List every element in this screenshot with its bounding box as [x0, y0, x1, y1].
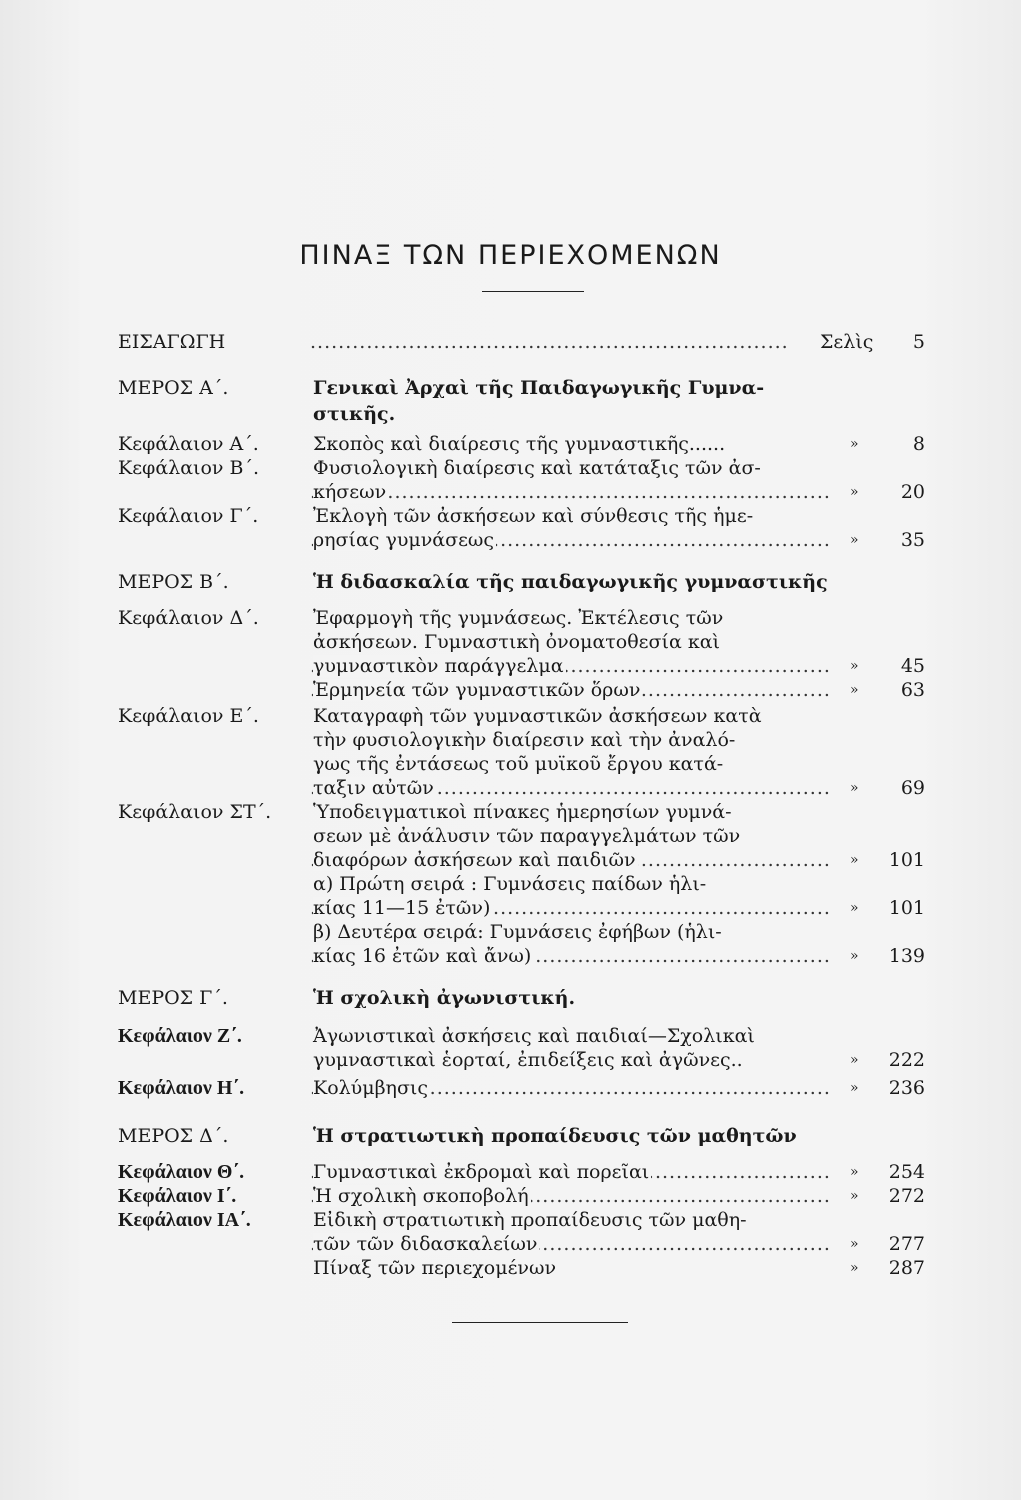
part-title: Ἡ στρατιωτικὴ προπαίδευσις τῶν μαθητῶν	[313, 1125, 797, 1147]
chapter-row-continued	[0, 728, 1021, 752]
page-number: 69	[900, 777, 925, 799]
chapter-title: Ὑποδειγματικοὶ πίνακες ἡμερησίων γυμνά-	[313, 801, 732, 823]
chapter-title: Γυμναστικαὶ ἐκδρομαὶ καὶ πορεῖαι	[313, 1161, 650, 1183]
chapter-title: Σκοπὸς καὶ διαίρεσις τῆς γυμναστικῆς......	[313, 433, 726, 455]
final-entry-row	[0, 1256, 1021, 1280]
chapter-row	[0, 800, 1021, 824]
chapter-title: ταξιν αὐτῶν	[313, 777, 434, 799]
chapter-title: γως τῆς ἐντάσεως τοῦ μυϊκοῦ ἔργου κατά-	[313, 753, 724, 775]
sub-entry-title: κίας 16 ἐτῶν καὶ ἄνω)	[313, 945, 532, 967]
chapter-row-continued	[0, 1232, 1021, 1256]
chapter-row-continued	[0, 654, 1021, 678]
sub-entry-row	[0, 872, 1021, 896]
chapter-label: Κεφάλαιον Θ΄.	[118, 1161, 245, 1183]
part-title: Ἡ διδασκαλία τῆς παιδαγωγικῆς γυμναστικῆς	[313, 571, 828, 593]
page-number: 5	[912, 331, 925, 353]
page-number: 8	[912, 433, 925, 455]
sub-entry-title: α) Πρώτη σειρά : Γυμνάσεις παίδων ἡλι-	[313, 873, 707, 895]
chapter-row	[0, 456, 1021, 480]
sub-entry-title: β) Δευτέρα σειρά: Γυμνάσεις ἐφήβων (ἡλι-	[313, 921, 722, 943]
chapter-title: Ἡ σχολικὴ σκοποβολή	[313, 1185, 529, 1207]
ditto-mark: »	[850, 948, 859, 964]
sub-entry-row-continued	[0, 896, 1021, 920]
page-number: 272	[888, 1185, 925, 1207]
chapter-row	[0, 606, 1021, 630]
chapter-label: Κεφάλαιον Γ΄.	[118, 505, 259, 527]
chapter-title: γυμναστικαὶ ἑορταί, ἐπιδείξεις καὶ ἀγῶνες..	[313, 1049, 743, 1071]
ditto-mark: »	[850, 1260, 859, 1276]
part-heading	[0, 570, 1021, 594]
chapter-row	[0, 1076, 1021, 1100]
chapter-title: κήσεων	[313, 481, 387, 503]
sub-entry-title: Ἑρμηνεία τῶν γυμναστικῶν ὅρων	[313, 679, 641, 701]
chapter-label: Κεφάλαιον Β΄.	[118, 457, 260, 479]
part-label: ΜΕΡΟΣ Γ΄.	[118, 987, 228, 1009]
ditto-mark: »	[850, 682, 859, 698]
chapter-row	[0, 1024, 1021, 1048]
sub-entry-row	[0, 920, 1021, 944]
chapter-row-continued	[0, 776, 1021, 800]
part-title: Ἡ σχολικὴ ἀγωνιστική.	[313, 987, 576, 1009]
part-title-continued	[0, 402, 1021, 426]
chapter-row	[0, 504, 1021, 528]
chapter-row-continued	[0, 752, 1021, 776]
chapter-row-continued	[0, 824, 1021, 848]
page-number: 277	[888, 1233, 925, 1255]
ditto-mark: »	[850, 532, 859, 548]
part-heading	[0, 376, 1021, 400]
ditto-mark: »	[850, 1188, 859, 1204]
chapter-title: τὴν φυσιολογικὴν διαίρεσιν καὶ τὴν ἀναλό-	[313, 729, 736, 751]
ditto-mark: »	[850, 1052, 859, 1068]
chapter-title: Ἐκλογὴ τῶν ἀσκήσεων καὶ σύνθεσις τῆς ἡμε-	[313, 505, 754, 527]
part-heading	[0, 1124, 1021, 1148]
page-number: 35	[900, 529, 925, 551]
page-word: Σελὶς	[820, 331, 874, 353]
chapter-title: Εἰδικὴ στρατιωτικὴ προπαίδευσις τῶν μαθη-	[313, 1209, 747, 1231]
chapter-title: τῶν τῶν διδασκαλείων	[313, 1233, 538, 1255]
toc-row-intro	[0, 330, 1021, 354]
part-label: ΜΕΡΟΣ Α΄.	[118, 377, 229, 399]
part-heading	[0, 986, 1021, 1010]
ditto-mark: »	[850, 780, 859, 796]
chapter-label: Κεφάλαιον ΣΤ΄.	[118, 801, 272, 823]
chapter-label: Κεφάλαιον Ζ΄.	[118, 1025, 242, 1047]
chapter-title: ρησίας γυμνάσεως	[313, 529, 495, 551]
page-number: 236	[888, 1077, 925, 1099]
chapter-title: Κολύμβησις	[313, 1077, 429, 1099]
chapter-label: Κεφάλαιον Η΄.	[118, 1077, 245, 1099]
chapter-row	[0, 1208, 1021, 1232]
chapter-title: ἀσκήσεων. Γυμναστικὴ ὀνοματοθεσία καὶ	[313, 631, 720, 653]
chapter-title: Ἐφαρμογὴ τῆς γυμνάσεως. Ἐκτέλεσις τῶν	[313, 607, 724, 629]
sub-entry-title: κίας 11—15 ἐτῶν)	[313, 897, 491, 919]
part-title: Γενικαὶ Ἀρχαὶ τῆς Παιδαγωγικῆς Γυμνα-	[313, 377, 765, 399]
leader-dots	[310, 330, 790, 354]
part-title: στικῆς.	[313, 403, 396, 425]
page-number: 20	[900, 481, 925, 503]
final-entry-title: Πίναξ τῶν περιεχομένων	[313, 1257, 557, 1279]
ditto-mark: »	[850, 658, 859, 674]
chapter-row	[0, 1184, 1021, 1208]
ditto-mark: »	[850, 1080, 859, 1096]
page-title: ΠΙΝΑΞ ΤΩΝ ΠΕΡΙΕΧΟΜΕΝΩΝ	[299, 240, 722, 271]
chapter-row	[0, 432, 1021, 456]
chapter-row	[0, 1160, 1021, 1184]
page-number: 45	[900, 655, 925, 677]
sub-entry-row	[0, 678, 1021, 702]
page-number: 287	[888, 1257, 925, 1279]
chapter-title: γυμναστικὸν παράγγελμα	[313, 655, 564, 677]
page-number: 222	[888, 1049, 925, 1071]
page-number: 101	[888, 849, 925, 871]
chapter-row-continued	[0, 480, 1021, 504]
ditto-mark: »	[850, 484, 859, 500]
chapter-label: Κεφάλαιον ΙΑ΄.	[118, 1209, 251, 1231]
page-number: 139	[888, 945, 925, 967]
intro-label: ΕΙΣΑΓΩΓΗ	[118, 331, 226, 353]
chapter-title: Καταγραφὴ τῶν γυμναστικῶν ἀσκήσεων κατὰ	[313, 705, 762, 727]
page-number: 101	[888, 897, 925, 919]
chapter-row-continued	[0, 848, 1021, 872]
chapter-label: Κεφάλαιον Ι΄.	[118, 1185, 237, 1207]
ditto-mark: »	[850, 900, 859, 916]
title-rule	[482, 291, 584, 292]
chapter-label: Κεφάλαιον Α΄.	[118, 433, 259, 455]
chapter-title: σεων μὲ ἀνάλυσιν τῶν παραγγελμάτων τῶν	[313, 825, 741, 847]
chapter-row	[0, 704, 1021, 728]
ditto-mark: »	[850, 852, 859, 868]
chapter-title: Φυσιολογικὴ διαίρεσις καὶ κατάταξις τῶν ἀσ-	[313, 457, 761, 479]
ditto-mark: »	[850, 1236, 859, 1252]
part-label: ΜΕΡΟΣ Δ΄.	[118, 1125, 229, 1147]
ditto-mark: »	[850, 436, 859, 452]
chapter-label: Κεφάλαιον Ε΄.	[118, 705, 259, 727]
page-number: 63	[900, 679, 925, 701]
chapter-title: Ἀγωνιστικαὶ ἀσκήσεις καὶ παιδιαί—Σχολικαὶ	[313, 1025, 755, 1047]
end-rule	[452, 1322, 628, 1323]
sub-entry-row-continued	[0, 944, 1021, 968]
chapter-row-continued	[0, 1048, 1021, 1072]
chapter-row-continued	[0, 630, 1021, 654]
chapter-label: Κεφάλαιον Δ΄.	[118, 607, 259, 629]
chapter-row-continued	[0, 528, 1021, 552]
page-number: 254	[888, 1161, 925, 1183]
part-label: ΜΕΡΟΣ Β΄.	[118, 571, 229, 593]
chapter-title: διαφόρων ἀσκήσεων καὶ παιδιῶν	[313, 849, 636, 871]
ditto-mark: »	[850, 1164, 859, 1180]
